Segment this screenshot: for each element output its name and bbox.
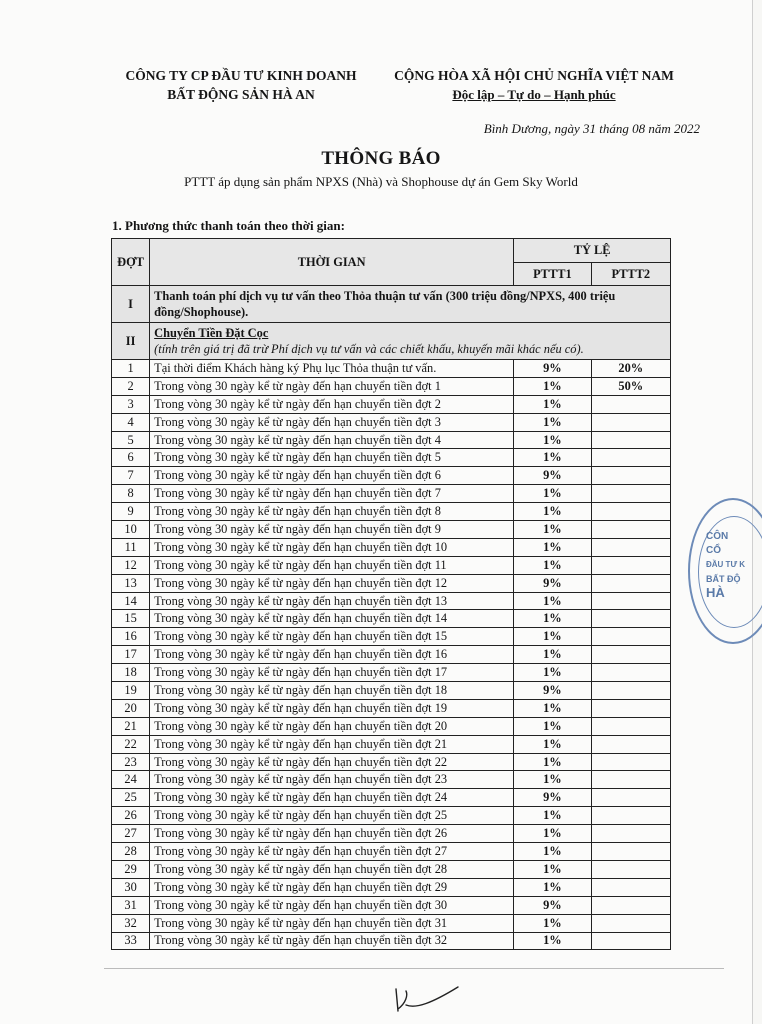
row-time: Trong vòng 30 ngày kể từ ngày đến hạn chuyển tiền đợt 3 — [150, 413, 514, 431]
row-number: 25 — [112, 789, 150, 807]
row-time: Trong vòng 30 ngày kể từ ngày đến hạn chuyển tiền đợt 29 — [150, 878, 514, 896]
row-pttt1: 9% — [514, 467, 591, 485]
row-number: 32 — [112, 914, 150, 932]
table-row — [112, 825, 671, 843]
row-number: 22 — [112, 735, 150, 753]
row-pttt2 — [591, 932, 670, 950]
table-row — [112, 717, 671, 735]
table-row — [112, 360, 671, 378]
row-pttt1: 1% — [514, 395, 591, 413]
row-pttt2 — [591, 699, 670, 717]
row-number: 8 — [112, 485, 150, 503]
company-name-line2: BẤT ĐỘNG SẢN HÀ AN — [167, 87, 315, 102]
row-number: 13 — [112, 574, 150, 592]
row-pttt1: 1% — [514, 932, 591, 950]
row-pttt1: 1% — [514, 878, 591, 896]
row-pttt2 — [591, 896, 670, 914]
row-time: Trong vòng 30 ngày kể từ ngày đến hạn chuyển tiền đợt 11 — [150, 556, 514, 574]
table-row — [112, 789, 671, 807]
row-number: 6 — [112, 449, 150, 467]
row-pttt2 — [591, 395, 670, 413]
table-row — [112, 753, 671, 771]
row-pttt1: 1% — [514, 860, 591, 878]
row-time: Trong vòng 30 ngày kể từ ngày đến hạn chuyển tiền đợt 21 — [150, 735, 514, 753]
signature-initial — [392, 985, 462, 1015]
table-header-row — [112, 239, 671, 263]
row-pttt1: 9% — [514, 574, 591, 592]
section-heading: 1. Phương thức thanh toán theo thời gian: — [112, 218, 345, 233]
column-header-dot: ĐỢT — [112, 239, 150, 286]
row-pttt2 — [591, 753, 670, 771]
row-time: Trong vòng 30 ngày kể từ ngày đến hạn chuyển tiền đợt 25 — [150, 807, 514, 825]
table-row — [112, 843, 671, 861]
row-number: 14 — [112, 592, 150, 610]
row-pttt2 — [591, 860, 670, 878]
row-time: Trong vòng 30 ngày kể từ ngày đến hạn chuyển tiền đợt 12 — [150, 574, 514, 592]
row-time: Trong vòng 30 ngày kể từ ngày đến hạn chuyển tiền đợt 16 — [150, 646, 514, 664]
row-number: 31 — [112, 896, 150, 914]
column-header-ratio: TỶ LỆ — [514, 239, 671, 263]
row-pttt2: 20% — [591, 360, 670, 378]
row-pttt2 — [591, 735, 670, 753]
row-time: Trong vòng 30 ngày kể từ ngày đến hạn chuyển tiền đợt 4 — [150, 431, 514, 449]
row-pttt2 — [591, 467, 670, 485]
section-text: Thanh toán phí dịch vụ tư vấn theo Thỏa thuận tư vấn (300 triệu đồng/NPXS, 400 triệu đồng/Shophouse). — [150, 286, 671, 323]
section-row-ii — [112, 323, 671, 360]
row-pttt1: 1% — [514, 807, 591, 825]
row-pttt1: 9% — [514, 896, 591, 914]
row-pttt1: 1% — [514, 628, 591, 646]
table-row — [112, 592, 671, 610]
row-pttt1: 1% — [514, 503, 591, 521]
table-row — [112, 485, 671, 503]
row-time: Trong vòng 30 ngày kể từ ngày đến hạn chuyển tiền đợt 18 — [150, 682, 514, 700]
company-header — [106, 66, 376, 104]
row-number: 30 — [112, 878, 150, 896]
row-time: Trong vòng 30 ngày kể từ ngày đến hạn chuyển tiền đợt 8 — [150, 503, 514, 521]
row-pttt1: 1% — [514, 610, 591, 628]
row-time: Trong vòng 30 ngày kể từ ngày đến hạn chuyển tiền đợt 1 — [150, 377, 514, 395]
row-time: Trong vòng 30 ngày kể từ ngày đến hạn chuyển tiền đợt 28 — [150, 860, 514, 878]
section-cell — [150, 323, 671, 360]
row-pttt2 — [591, 485, 670, 503]
row-time: Trong vòng 30 ngày kể từ ngày đến hạn chuyển tiền đợt 5 — [150, 449, 514, 467]
seal-line: BẤT ĐỘ — [706, 574, 741, 584]
section-title: Chuyển Tiền Đặt Cọc — [154, 326, 269, 340]
row-pttt1: 1% — [514, 449, 591, 467]
table-row — [112, 735, 671, 753]
row-pttt1: 1% — [514, 914, 591, 932]
row-number: 4 — [112, 413, 150, 431]
row-pttt1: 1% — [514, 699, 591, 717]
row-pttt1: 1% — [514, 377, 591, 395]
row-time: Trong vòng 30 ngày kể từ ngày đến hạn chuyển tiền đợt 9 — [150, 521, 514, 539]
seal-text — [706, 530, 745, 600]
table-row — [112, 574, 671, 592]
row-number: 15 — [112, 610, 150, 628]
row-number: 27 — [112, 825, 150, 843]
row-pttt2 — [591, 717, 670, 735]
table-row — [112, 467, 671, 485]
table-row — [112, 896, 671, 914]
table-row — [112, 664, 671, 682]
row-number: 12 — [112, 556, 150, 574]
document-date: Bình Dương, ngày 31 tháng 08 năm 2022 — [483, 121, 700, 136]
row-number: 17 — [112, 646, 150, 664]
row-pttt1: 1% — [514, 664, 591, 682]
row-number: 20 — [112, 699, 150, 717]
row-pttt2 — [591, 592, 670, 610]
section-number: II — [112, 323, 150, 360]
row-pttt2 — [591, 610, 670, 628]
row-number: 29 — [112, 860, 150, 878]
row-pttt1: 1% — [514, 485, 591, 503]
table-row — [112, 449, 671, 467]
row-time: Trong vòng 30 ngày kể từ ngày đến hạn chuyển tiền đợt 15 — [150, 628, 514, 646]
document-title: THÔNG BÁO — [321, 148, 441, 169]
payment-schedule-table — [111, 238, 671, 950]
seal-line: CÔN — [706, 531, 729, 542]
table-row — [112, 377, 671, 395]
row-time: Trong vòng 30 ngày kể từ ngày đến hạn chuyển tiền đợt 7 — [150, 485, 514, 503]
seal-line: HÀ — [706, 585, 725, 600]
row-pttt1: 1% — [514, 753, 591, 771]
row-pttt2 — [591, 574, 670, 592]
row-pttt2 — [591, 825, 670, 843]
table-row — [112, 538, 671, 556]
row-pttt1: 1% — [514, 413, 591, 431]
row-time: Trong vòng 30 ngày kể từ ngày đến hạn chuyển tiền đợt 24 — [150, 789, 514, 807]
row-number: 26 — [112, 807, 150, 825]
row-number: 10 — [112, 521, 150, 539]
row-pttt2 — [591, 771, 670, 789]
national-header — [376, 66, 692, 104]
row-pttt1: 9% — [514, 360, 591, 378]
row-pttt1: 1% — [514, 735, 591, 753]
row-pttt2 — [591, 556, 670, 574]
document-subtitle: PTTT áp dụng sản phẩm NPXS (Nhà) và Shophouse dự án Gem Sky World — [184, 174, 578, 189]
row-time: Trong vòng 30 ngày kể từ ngày đến hạn chuyển tiền đợt 27 — [150, 843, 514, 861]
row-time: Trong vòng 30 ngày kể từ ngày đến hạn chuyển tiền đợt 32 — [150, 932, 514, 950]
nation-title: CỘNG HÒA XÃ HỘI CHỦ NGHĨA VIỆT NAM — [394, 68, 674, 83]
row-number: 11 — [112, 538, 150, 556]
row-number: 21 — [112, 717, 150, 735]
row-pttt2 — [591, 664, 670, 682]
row-number: 28 — [112, 843, 150, 861]
row-number: 19 — [112, 682, 150, 700]
row-number: 1 — [112, 360, 150, 378]
table-row — [112, 682, 671, 700]
row-number: 2 — [112, 377, 150, 395]
column-header-time: THỜI GIAN — [150, 239, 514, 286]
row-pttt2 — [591, 682, 670, 700]
row-pttt1: 1% — [514, 538, 591, 556]
row-pttt2 — [591, 914, 670, 932]
row-time: Trong vòng 30 ngày kể từ ngày đến hạn chuyển tiền đợt 31 — [150, 914, 514, 932]
table-row — [112, 699, 671, 717]
column-header-pttt2: PTTT2 — [591, 263, 670, 286]
seal-line: CỔ — [706, 545, 721, 556]
row-number: 16 — [112, 628, 150, 646]
row-pttt1: 9% — [514, 682, 591, 700]
table-row — [112, 503, 671, 521]
row-number: 5 — [112, 431, 150, 449]
row-time: Trong vòng 30 ngày kể từ ngày đến hạn chuyển tiền đợt 19 — [150, 699, 514, 717]
row-pttt2 — [591, 843, 670, 861]
row-number: 24 — [112, 771, 150, 789]
row-number: 23 — [112, 753, 150, 771]
table-row — [112, 932, 671, 950]
seal-line: ĐẦU TƯ K — [706, 560, 746, 569]
row-time: Trong vòng 30 ngày kể từ ngày đến hạn chuyển tiền đợt 13 — [150, 592, 514, 610]
table-row — [112, 807, 671, 825]
row-pttt2 — [591, 538, 670, 556]
table-row — [112, 431, 671, 449]
row-time: Trong vòng 30 ngày kể từ ngày đến hạn chuyển tiền đợt 26 — [150, 825, 514, 843]
table-row — [112, 860, 671, 878]
row-pttt2 — [591, 628, 670, 646]
row-time: Trong vòng 30 ngày kể từ ngày đến hạn chuyển tiền đợt 30 — [150, 896, 514, 914]
row-pttt1: 1% — [514, 592, 591, 610]
table-row — [112, 413, 671, 431]
row-number: 9 — [112, 503, 150, 521]
row-pttt1: 1% — [514, 431, 591, 449]
section-note: (tính trên giá trị đã trừ Phí dịch vụ tư vấn và các chiết khấu, khuyến mãi khác nếu có). — [154, 342, 584, 356]
row-pttt2 — [591, 646, 670, 664]
row-pttt1: 1% — [514, 521, 591, 539]
table-row — [112, 628, 671, 646]
row-number: 33 — [112, 932, 150, 950]
section-number: I — [112, 286, 150, 323]
nation-motto: Độc lập – Tự do – Hạnh phúc — [452, 87, 616, 102]
row-time: Trong vòng 30 ngày kể từ ngày đến hạn chuyển tiền đợt 20 — [150, 717, 514, 735]
table-row — [112, 610, 671, 628]
table-row — [112, 646, 671, 664]
row-pttt1: 1% — [514, 717, 591, 735]
table-row — [112, 556, 671, 574]
row-number: 3 — [112, 395, 150, 413]
table-row — [112, 521, 671, 539]
table-row — [112, 878, 671, 896]
company-name-line1: CÔNG TY CP ĐẦU TƯ KINH DOANH — [125, 68, 357, 83]
row-time: Trong vòng 30 ngày kể từ ngày đến hạn chuyển tiền đợt 10 — [150, 538, 514, 556]
row-time: Trong vòng 30 ngày kể từ ngày đến hạn chuyển tiền đợt 6 — [150, 467, 514, 485]
table-row — [112, 395, 671, 413]
row-pttt1: 1% — [514, 843, 591, 861]
column-header-pttt1: PTTT1 — [514, 263, 591, 286]
row-time: Trong vòng 30 ngày kể từ ngày đến hạn chuyển tiền đợt 2 — [150, 395, 514, 413]
row-time: Tại thời điểm Khách hàng ký Phụ lục Thỏa thuận tư vấn. — [150, 360, 514, 378]
row-pttt2 — [591, 521, 670, 539]
row-pttt2 — [591, 878, 670, 896]
row-pttt1: 1% — [514, 771, 591, 789]
row-pttt2 — [591, 413, 670, 431]
row-time: Trong vòng 30 ngày kể từ ngày đến hạn chuyển tiền đợt 22 — [150, 753, 514, 771]
page-divider — [104, 968, 724, 969]
row-number: 18 — [112, 664, 150, 682]
row-time: Trong vòng 30 ngày kể từ ngày đến hạn chuyển tiền đợt 17 — [150, 664, 514, 682]
table-row — [112, 771, 671, 789]
row-pttt2 — [591, 431, 670, 449]
row-pttt2: 50% — [591, 377, 670, 395]
row-pttt2 — [591, 503, 670, 521]
row-number: 7 — [112, 467, 150, 485]
row-pttt1: 1% — [514, 825, 591, 843]
row-pttt1: 1% — [514, 646, 591, 664]
row-time: Trong vòng 30 ngày kể từ ngày đến hạn chuyển tiền đợt 23 — [150, 771, 514, 789]
row-pttt2 — [591, 807, 670, 825]
row-pttt2 — [591, 789, 670, 807]
table-row — [112, 914, 671, 932]
section-row-i — [112, 286, 671, 323]
row-pttt1: 1% — [514, 556, 591, 574]
row-time: Trong vòng 30 ngày kể từ ngày đến hạn chuyển tiền đợt 14 — [150, 610, 514, 628]
row-pttt2 — [591, 449, 670, 467]
row-pttt1: 9% — [514, 789, 591, 807]
